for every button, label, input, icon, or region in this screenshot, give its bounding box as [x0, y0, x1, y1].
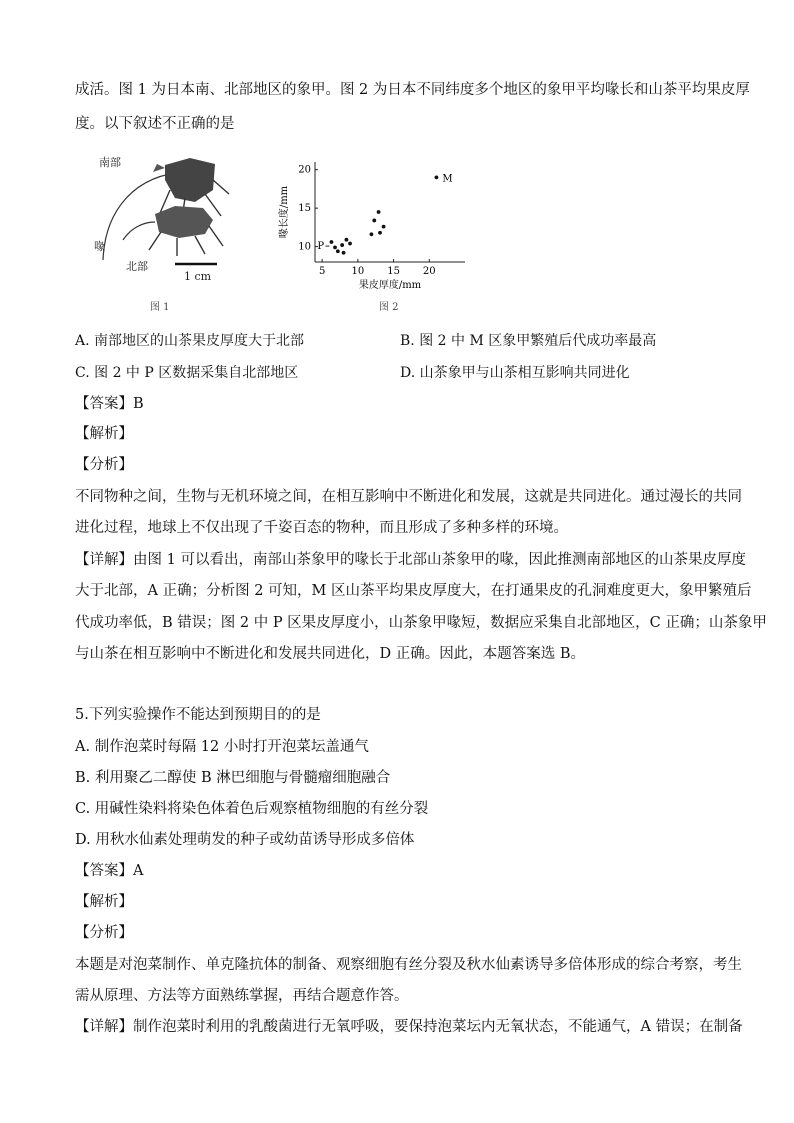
q4-option-d: D. 山茶象甲与山茶相互影响共同进化 — [400, 365, 630, 381]
data-point — [345, 238, 349, 242]
q4-fenxi-line2: 进化过程，地球上不仅出现了千姿百态的物种，而且形成了多种多样的环境。 — [75, 520, 568, 536]
point-label-p: P — [317, 241, 325, 253]
fig1-label-south: 南部 — [99, 156, 121, 169]
q5-answer: 【答案】A — [75, 863, 144, 879]
q4-detail-line3: 代成功率低，B 错误；图 2 中 P 区果皮厚度小，山茶象甲喙短，数据应采集自北部地区，C 正确；山茶象甲 — [75, 615, 767, 631]
figure-1-weevils — [95, 150, 245, 300]
data-point — [377, 210, 381, 214]
data-point — [370, 232, 374, 236]
fig1-label-beak: 喙 — [94, 240, 105, 253]
x-tick-label: 15 — [387, 266, 400, 277]
data-point — [372, 219, 376, 223]
data-point — [378, 231, 382, 235]
q4-stem-line1: 成活。图 1 为日本南、北部地区的象甲。图 2 为日本不同纬度多个地区的象甲平均喙长和山茶平均果皮厚 — [75, 82, 750, 98]
data-point — [340, 243, 344, 247]
y-tick-label: 15 — [298, 203, 311, 215]
fig1-label-north: 北部 — [126, 260, 148, 273]
q4-option-a: A. 南部地区的山茶果皮厚度大于北部 — [75, 333, 305, 349]
q4-option-b: B. 图 2 中 M 区象甲繁殖后代成功率最高 — [400, 333, 657, 349]
q5-stem: 5.下列实验操作不能达到预期目的的是 — [75, 707, 321, 723]
q5-option-d: D. 用秋水仙素处理萌发的种子或幼苗诱导形成多倍体 — [75, 832, 415, 848]
fig2-caption: 图 2 — [379, 302, 399, 313]
data-point — [333, 245, 337, 249]
data-point — [382, 225, 386, 229]
q4-detail-line1: 【详解】由图 1 可以看出，南部山茶象甲的喙长于北部山茶象甲的喙，因此推测南部地区的山茶果皮厚度 — [75, 552, 746, 568]
y-tick-label: 20 — [298, 164, 311, 176]
x-axis-label: 果皮厚度/mm — [358, 280, 422, 291]
y-axis-label: 喙长度/mm — [279, 185, 290, 239]
x-tick-label: 20 — [422, 266, 436, 277]
q4-jiexi: 【解析】 — [75, 426, 133, 442]
data-point — [336, 249, 340, 253]
q4-fenxi-line1: 不同物种之间，生物与无机环境之间，在相互影响中不断进化和发展，这就是共同进化。通过漫长的共同 — [75, 489, 742, 505]
data-point — [330, 240, 334, 244]
q4-option-c: C. 图 2 中 P 区数据采集自北部地区 — [75, 365, 299, 381]
q4-detail-line4: 与山茶在相互影响中不断进化和发展共同进化，D 正确。因此，本题答案选 B。 — [75, 646, 585, 662]
fig1-caption: 图 1 — [150, 302, 170, 313]
y-tick-label: 10 — [298, 241, 311, 253]
q5-detail-line1: 【详解】制作泡菜时利用的乳酸菌进行无氧呼吸，要保持泡菜坛内无氧状态，不能通气，A 错误；在制备 — [75, 1019, 743, 1035]
x-tick-label: 5 — [318, 266, 326, 277]
x-tick-label: 10 — [351, 266, 365, 277]
q5-fenxi-line1: 本题是对泡菜制作、单克隆抗体的制备、观察细胞有丝分裂及秋水仙素诱导多倍体形成的综合考察，考生 — [75, 957, 742, 973]
point-label-m: M — [442, 173, 453, 185]
data-point — [348, 242, 352, 246]
q4-fenxi-heading: 【分析】 — [75, 457, 133, 473]
q5-fenxi-line2: 需从原理、方法等方面熟练掌握，再结合题意作答。 — [75, 988, 409, 1004]
figure-2-scatter — [275, 152, 475, 292]
data-point — [342, 251, 346, 255]
q5-option-b: B. 利用聚乙二醇使 B 淋巴细胞与骨髓瘤细胞融合 — [75, 770, 391, 786]
q5-fenxi-heading: 【分析】 — [75, 925, 133, 941]
q4-answer: 【答案】B — [75, 396, 144, 412]
q5-option-c: C. 用碱性染料将染色体着色后观察植物细胞的有丝分裂 — [75, 801, 429, 817]
q5-jiexi: 【解析】 — [75, 894, 133, 910]
q4-stem-line2: 度。以下叙述不正确的是 — [75, 116, 235, 132]
fig1-scale-label: 1 cm — [184, 270, 212, 283]
data-point — [435, 175, 439, 179]
q4-detail-line2: 大于北部，A 正确；分析图 2 可知，M 区山茶平均果皮厚度大，在打通果皮的孔洞难度更大，象甲繁殖后 — [75, 583, 752, 599]
q5-option-a: A. 制作泡菜时每隔 12 小时打开泡菜坛盖通气 — [75, 739, 369, 755]
